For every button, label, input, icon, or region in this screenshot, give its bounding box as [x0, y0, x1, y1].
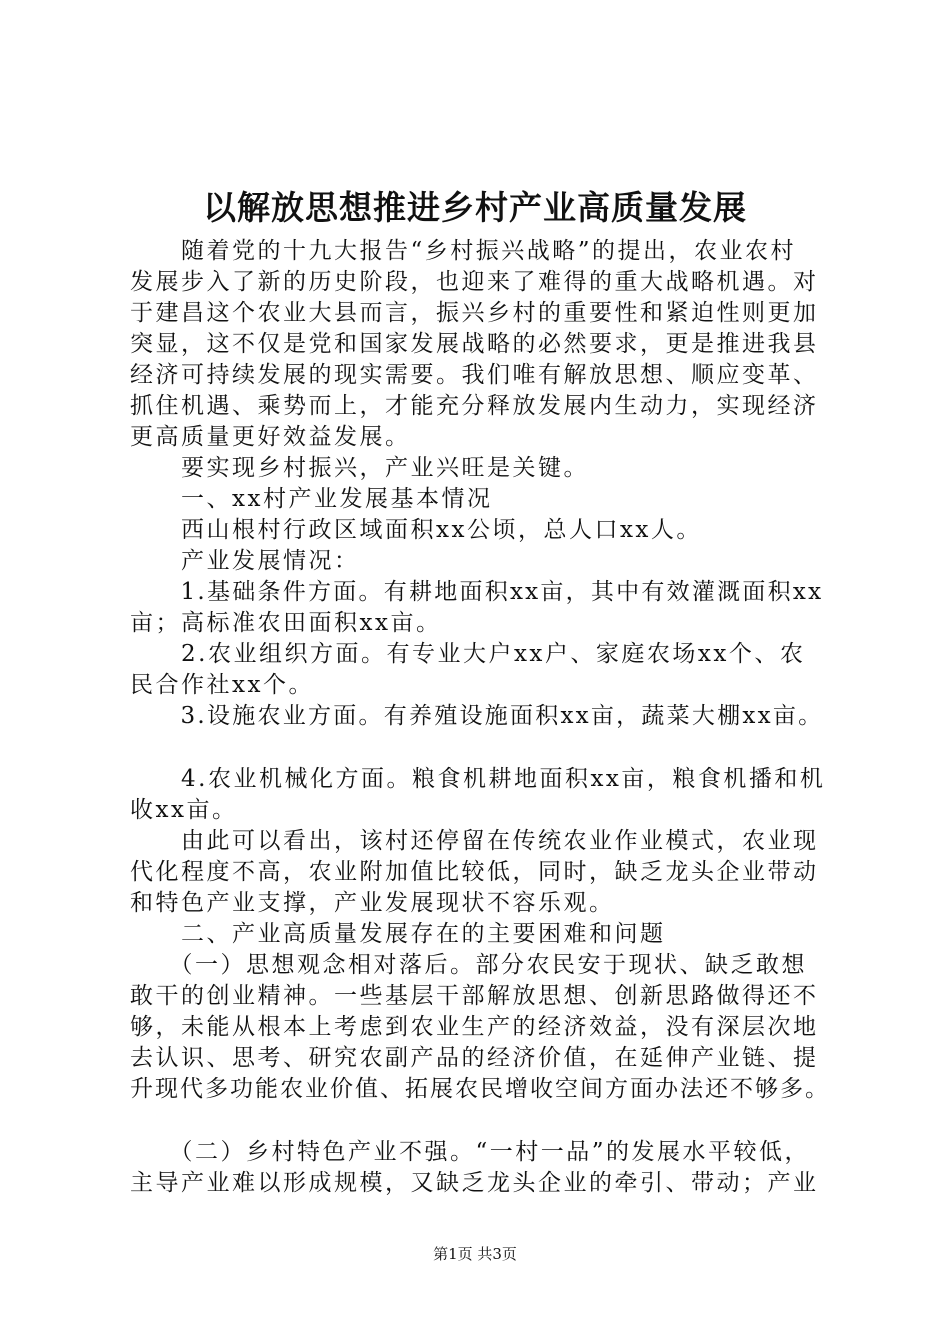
- text-line: （一）思想观念相对落后。部分农民安于现状、缺乏敢想: [130, 952, 807, 978]
- page-number: 第1页 共3页: [433, 1245, 517, 1263]
- text-line: 收xx亩。: [130, 797, 238, 823]
- text-line: 二、产业高质量发展存在的主要困难和问题: [130, 921, 666, 947]
- text-line: 发展步入了新的历史阶段，也迎来了难得的重大战略机遇。对: [130, 269, 819, 295]
- text-line: 突显，这不仅是党和国家发展战略的必然要求，更是推进我县: [130, 331, 819, 357]
- text-line: 西山根村行政区域面积xx公顷，总人口xx人。: [130, 517, 702, 543]
- blank-line: [130, 732, 830, 764]
- text-line: 够，未能从根本上考虑到农业生产的经济效益，没有深层次地: [130, 1014, 819, 1040]
- text-line: 更高质量更好效益发展。: [130, 424, 411, 450]
- text-line: 要实现乡村振兴，产业兴旺是关键。: [130, 455, 589, 481]
- text-line: 亩；高标准农田面积xx亩。: [130, 610, 442, 636]
- document-title: 以解放思想推进乡村产业高质量发展: [203, 188, 747, 227]
- text-line: （二）乡村特色产业不强。“一村一品”的发展水平较低，: [130, 1139, 811, 1165]
- text-line: 民合作社xx个。: [130, 672, 314, 698]
- text-line: 2.农业组织方面。有专业大户xx户、家庭农场xx个、农: [130, 641, 806, 667]
- text-line: 敢干的创业精神。一些基层干部解放思想、创新思路做得还不: [130, 983, 819, 1009]
- document-body: [130, 236, 830, 1199]
- blank-line: [130, 1105, 830, 1137]
- text-line: 代化程度不高，农业附加值比较低，同时，缺乏龙头企业带动: [130, 859, 819, 885]
- text-line: 一、xx村产业发展基本情况: [130, 486, 493, 512]
- text-line: 和特色产业支撑，产业发展现状不容乐观。: [130, 890, 615, 916]
- text-line: 3.设施农业方面。有养殖设施面积xx亩，蔬菜大棚xx亩。: [130, 703, 824, 729]
- text-line: 由此可以看出，该村还停留在传统农业作业模式，农业现: [130, 828, 819, 854]
- text-line: 随着党的十九大报告“乡村振兴战略”的提出，农业农村: [130, 238, 797, 264]
- text-line: 去认识、思考、研究农副产品的经济价值，在延伸产业链、提: [130, 1045, 819, 1071]
- text-line: 经济可持续发展的现实需要。我们唯有解放思想、顺应变革、: [130, 362, 819, 388]
- text-line: 1.基础条件方面。有耕地面积xx亩，其中有效灌溉面积xx: [130, 579, 824, 605]
- text-line: 产业发展情况：: [130, 548, 360, 574]
- text-line: 抓住机遇、乘势而上，才能充分释放发展内生动力，实现经济: [130, 393, 819, 419]
- text-line: 主导产业难以形成规模，又缺乏龙头企业的牵引、带动；产业: [130, 1170, 819, 1196]
- text-line: 升现代多功能农业价值、拓展农民增收空间方面办法还不够多。: [130, 1076, 830, 1102]
- text-line: 于建昌这个农业大县而言，振兴乡村的重要性和紧迫性则更加: [130, 300, 819, 326]
- text-line: 4.农业机械化方面。粮食机耕地面积xx亩，粮食机播和机: [130, 766, 826, 792]
